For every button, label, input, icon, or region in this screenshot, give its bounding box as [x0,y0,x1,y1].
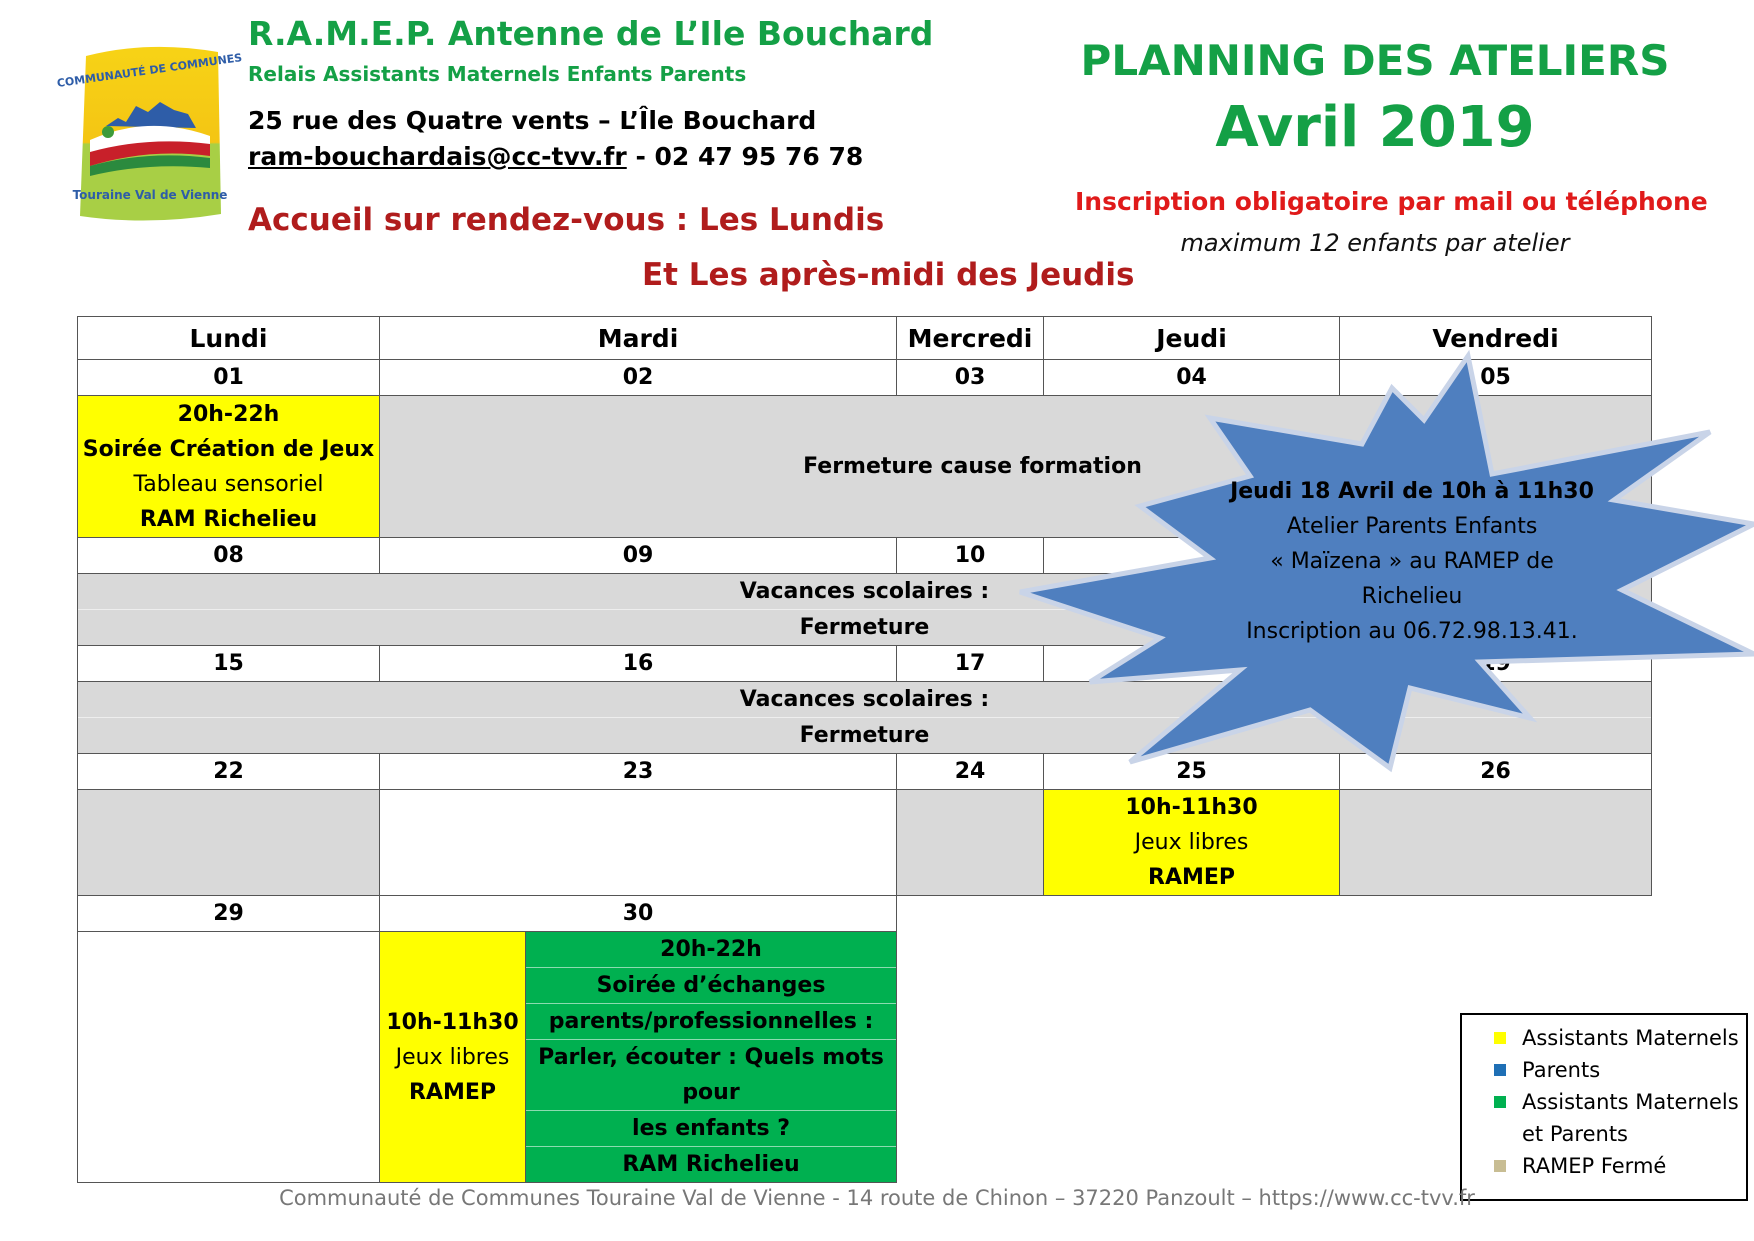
event-place: RAMEP [1148,865,1236,890]
day-header-jeudi: Jeudi [1044,317,1340,360]
event-place: RAMEP [408,1079,496,1105]
date-cell: 22 [78,754,380,790]
date-cell: 26 [1340,754,1652,790]
date-cell: 25 [1044,754,1340,790]
event-desc: Parler, écouter : Quels mots pour [526,1040,896,1111]
date-cell: 23 [380,754,897,790]
event-jeux-libres [380,932,526,1183]
planning-title: PLANNING DES ATELIERS [1080,36,1670,85]
header-title: R.A.M.E.P. Antenne de L’Ile Bouchard [248,14,934,53]
logo-text-bottom: Touraine Val de Vienne [72,188,228,202]
month-title: Avril 2019 [1215,95,1535,160]
date-cell: 03 [897,360,1044,396]
starburst-line: Atelier Parents Enfants [1286,514,1538,539]
day-header-lundi: Lundi [78,317,380,360]
legend-swatch [1494,1096,1506,1108]
event-time: 20h-22h [177,401,280,427]
starburst-line: « Maïzena » au RAMEP de [1270,549,1554,574]
phone-number: - 02 47 95 76 78 [626,142,864,171]
date-row [78,896,1652,932]
event-title: parents/professionnelles : [526,1004,896,1040]
date-cell: 10 [897,538,1044,574]
starburst-line: Inscription au 06.72.98.13.41. [1246,619,1578,644]
date-cell: 08 [78,538,380,574]
date-cell: 24 [897,754,1044,790]
legend-swatch [1494,1032,1506,1044]
closure-label: Fermeture [799,723,930,748]
accueil-line-2: Et Les après-midi des Jeudis [642,257,1135,293]
legend-swatch [1494,1160,1506,1172]
closed-cell [1340,790,1652,896]
legend [1460,1013,1748,1201]
communaute-de-communes-logo [56,44,243,222]
legend-label: Assistants Maternels [1522,1090,1739,1114]
day-header-mardi: Mardi [380,317,897,360]
header-contact [248,142,863,171]
event-title: Soirée Création de Jeux [82,436,375,462]
logo-text-top: COMMUNAUTÉ DE COMMUNES [56,51,243,90]
starburst-line: Jeudi 18 Avril de 10h à 11h30 [1230,479,1594,504]
date-cell: 15 [78,646,380,682]
event-time: 10h-11h30 [386,1009,519,1035]
date-cell: 16 [380,646,897,682]
event-place: RAM Richelieu [622,1152,800,1177]
closure-label: Fermeture [799,615,930,640]
header-subtitle: Relais Assistants Maternels Enfants Parents [248,62,747,86]
legend-label: Parents [1522,1058,1601,1082]
legend-label: et Parents [1522,1122,1628,1146]
legend-label: Assistants Maternels [1522,1026,1739,1050]
date-cell: 30 [380,896,897,932]
date-cell: 05 [1340,360,1652,396]
legend-swatch [1494,1064,1506,1076]
date-cell: 09 [380,538,897,574]
header-address: 25 rue des Quatre vents – L’Île Bouchard [248,106,817,135]
event-title: Jeux libres [1134,830,1249,855]
date-cell: 29 [78,896,380,932]
date-cell: 02 [380,360,897,396]
event-time: 10h-11h30 [1125,795,1258,820]
inscription-note: Inscription obligatoire par mail ou téléphone [1075,187,1708,216]
event-title: Soirée d’échanges [526,968,896,1004]
event-soiree-creation-jeux [78,396,380,538]
day-header-vendredi: Vendredi [1340,317,1652,360]
event-desc: Tableau sensoriel [133,471,324,497]
date-cell: 17 [897,646,1044,682]
starburst-text [1182,474,1642,649]
event-row [78,790,1652,896]
date-cell: 01 [78,360,380,396]
maximum-note: maximum 12 enfants par atelier [1180,229,1570,257]
empty-cell [380,790,897,896]
event-title: Jeux libres [395,1044,510,1070]
day-header-mercredi: Mercredi [897,317,1044,360]
event-desc: les enfants ? [526,1111,896,1147]
starburst-line: Richelieu [1361,584,1463,609]
accueil-line-1: Accueil sur rendez-vous : Les Lundis [248,202,885,238]
date-cell: 04 [1044,360,1340,396]
closure-label: Vacances scolaires : [78,682,1651,718]
closure-label: Vacances scolaires : [78,574,1651,610]
event-row [78,932,1652,1183]
event-place: RAM Richelieu [139,506,318,532]
closure-label: Fermeture cause formation [803,454,1142,479]
closed-cell [78,790,380,896]
blank-cell [897,896,1652,932]
footer: Communauté de Communes Touraine Val de Vienne - 14 route de Chinon – 37220 Panzoult – https://www.cc-tvv.fr [279,1186,1475,1210]
empty-cell [78,932,380,1183]
event-time: 20h-22h [526,932,896,968]
event-soiree-echanges [526,932,897,1183]
email-link[interactable]: ram-bouchardais@cc-tvv.fr [248,142,627,171]
event-jeux-libres [1044,790,1340,896]
closed-cell [897,790,1044,896]
legend-label: RAMEP Fermé [1522,1154,1667,1178]
